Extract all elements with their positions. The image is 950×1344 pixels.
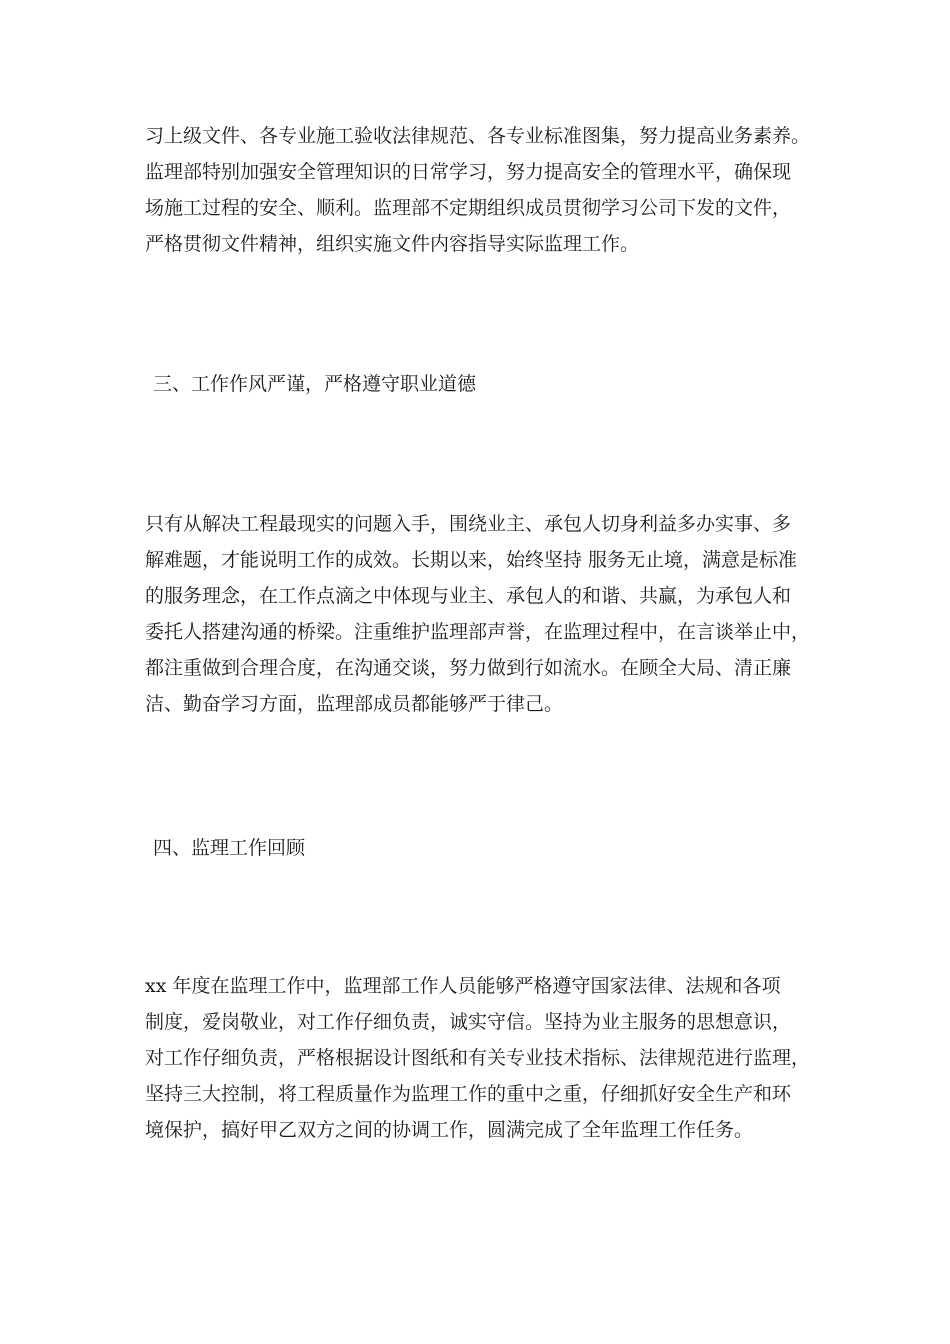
paragraph-line: 洁、勤奋学习方面，监理部成员都能够严于律己。 [145,693,564,715]
paragraph-line: xx 年度在监理工作中，监理部工作人员能够严格遵守国家法律、法规和各项 [145,975,781,997]
section-heading-4: 四、监理工作回顾 [153,837,306,859]
paragraph-line: 对工作仔细负责，严格根据设计图纸和有关专业技术指标、法律规范进行监理， [145,1047,811,1069]
paragraph-line: 解难题，才能说明工作的成效。长期以来，始终坚持 服务无止境，满意是标准 [145,549,798,571]
section-heading-3: 三、工作作风严谨，严格遵守职业道德 [153,373,477,395]
paragraph-line: 委托人搭建沟通的桥梁。注重维护监理部声誉，在监理过程中，在言谈举止中， [145,621,811,643]
paragraph-study-and-safety [145,118,813,262]
paragraph-line: 习上级文件、各专业施工验收法律规范、各专业标准图集，努力提高业务素养。 [145,125,811,147]
paragraph-line: 坚持三大控制，将工程质量作为监理工作的重中之重，仔细抓好安全生产和环 [145,1083,792,1105]
paragraph-line: 的服务理念，在工作点滴之中体现与业主、承包人的和谐、共赢，为承包人和 [145,585,792,607]
paragraph-line: 只有从解决工程最现实的问题入手，围绕业主、承包人切身利益多办实事、多 [145,513,792,535]
paragraph-line: 境保护，搞好甲乙双方之间的协调工作，圆满完成了全年监理工作任务。 [145,1119,754,1141]
paragraph-line: 监理部特别加强安全管理知识的日常学习，努力提高安全的管理水平，确保现 [145,161,792,183]
paragraph-line: 都注重做到合理合度，在沟通交谈，努力做到行如流水。在顾全大局、清正廉 [145,657,792,679]
paragraph-work-style [145,506,813,722]
paragraph-line: 严格贯彻文件精神，组织实施文件内容指导实际监理工作。 [145,233,640,255]
paragraph-line: 制度，爱岗敬业，对工作仔细负责，诚实守信。坚持为业主服务的思想意识， [145,1011,792,1033]
paragraph-line: 场施工过程的安全、顺利。监理部不定期组织成员贯彻学习公司下发的文件， [145,197,792,219]
paragraph-work-review [145,968,813,1148]
